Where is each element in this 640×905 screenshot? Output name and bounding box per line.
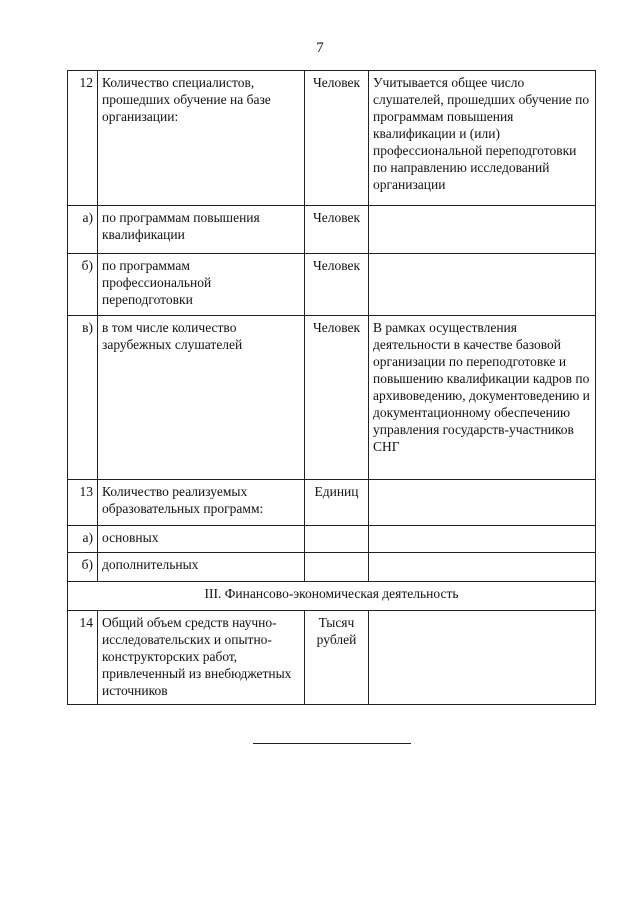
row-number: 13 — [68, 480, 98, 526]
table-row — [68, 480, 596, 526]
table-row — [68, 611, 596, 705]
indicator-name: в том числе количество зарубежных слушателей — [98, 316, 305, 480]
unit-of-measure: Человек — [305, 206, 369, 254]
table-row — [68, 526, 596, 553]
table-row — [68, 206, 596, 254]
indicator-name: по программам повышения квалификации — [98, 206, 305, 254]
row-number: 14 — [68, 611, 98, 705]
unit-of-measure — [305, 553, 369, 582]
separator-line — [253, 743, 411, 744]
section-header-row — [68, 582, 596, 611]
indicator-note: Учитывается общее число слушателей, прошедших обучение по программам повышения квалификации и (или) профессиональной переподготовки по направлению исследований организации — [369, 71, 596, 206]
indicators-table — [67, 70, 596, 705]
unit-of-measure: Человек — [305, 254, 369, 316]
section-title: III. Финансово-экономическая деятельность — [68, 582, 596, 611]
row-number: 12 — [68, 71, 98, 206]
indicator-name: Количество специалистов, прошедших обучение на базе организации: — [98, 71, 305, 206]
table-row — [68, 553, 596, 582]
indicator-note — [369, 254, 596, 316]
table-row — [68, 254, 596, 316]
indicator-note: В рамках осуществления деятельности в качестве базовой организации по переподготовке и повышению квалификации кадров по архивоведению, документоведению и документационному обеспечению управления государств-участников СНГ — [369, 316, 596, 480]
indicator-note — [369, 206, 596, 254]
row-number: а) — [68, 526, 98, 553]
table-row — [68, 71, 596, 206]
indicator-name: основных — [98, 526, 305, 553]
row-number: б) — [68, 254, 98, 316]
row-number: в) — [68, 316, 98, 480]
indicator-note — [369, 480, 596, 526]
unit-of-measure: Человек — [305, 71, 369, 206]
indicator-name: по программам профессиональной переподготовки — [98, 254, 305, 316]
indicator-note — [369, 553, 596, 582]
row-number: а) — [68, 206, 98, 254]
indicator-name: дополнительных — [98, 553, 305, 582]
unit-of-measure: Единиц — [305, 480, 369, 526]
indicator-note — [369, 611, 596, 705]
indicator-note — [369, 526, 596, 553]
unit-of-measure: Человек — [305, 316, 369, 480]
indicator-name: Количество реализуемых образовательных программ: — [98, 480, 305, 526]
row-number: б) — [68, 553, 98, 582]
table-row — [68, 316, 596, 480]
indicator-name: Общий объем средств научно-исследовательских и опытно-конструкторских работ, привлеченный из внебюджетных источников — [98, 611, 305, 705]
unit-of-measure: Тысяч рублей — [305, 611, 369, 705]
unit-of-measure — [305, 526, 369, 553]
page-number: 7 — [316, 40, 324, 56]
